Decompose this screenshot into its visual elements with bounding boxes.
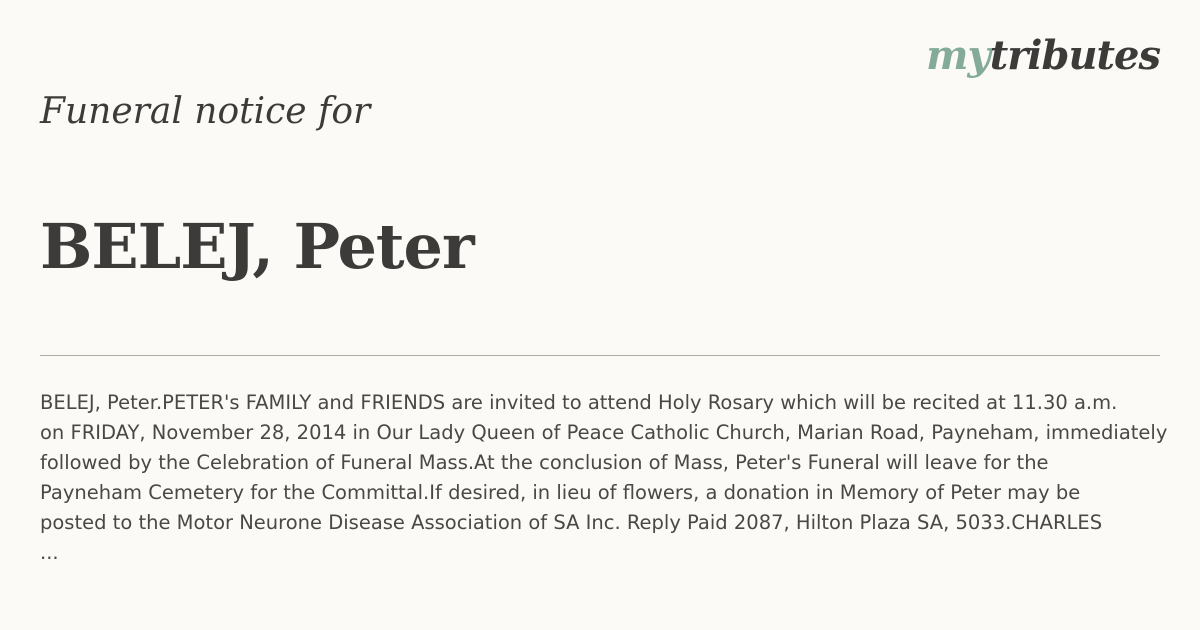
notice-heading: Funeral notice for <box>40 91 371 132</box>
notice-ellipsis: ... <box>40 541 59 564</box>
notice-line: Payneham Cemetery for the Committal.If desired, in lieu of flowers, a donation in Memory of Peter may be <box>40 481 1081 504</box>
notice-line: BELEJ, Peter.PETER's FAMILY and FRIENDS are invited to attend Holy Rosary which will be recited at 11.30 a.m. <box>40 391 1118 414</box>
deceased-name: BELEJ, Peter <box>40 210 474 283</box>
mytributes-logo <box>926 32 1160 79</box>
logo-my: my <box>926 32 990 79</box>
notice-line: on FRIDAY, November 28, 2014 in Our Lady Queen of Peace Catholic Church, Marian Road, Payneham, immediately <box>40 421 1168 444</box>
divider <box>40 355 1160 356</box>
notice-body <box>40 388 1180 568</box>
notice-line: posted to the Motor Neurone Disease Association of SA Inc. Reply Paid 2087, Hilton Plaza SA, 5033.CHARLES <box>40 511 1103 534</box>
notice-line: followed by the Celebration of Funeral Mass.At the conclusion of Mass, Peter's Funeral will leave for the <box>40 451 1049 474</box>
logo-tributes: tributes <box>989 32 1160 79</box>
